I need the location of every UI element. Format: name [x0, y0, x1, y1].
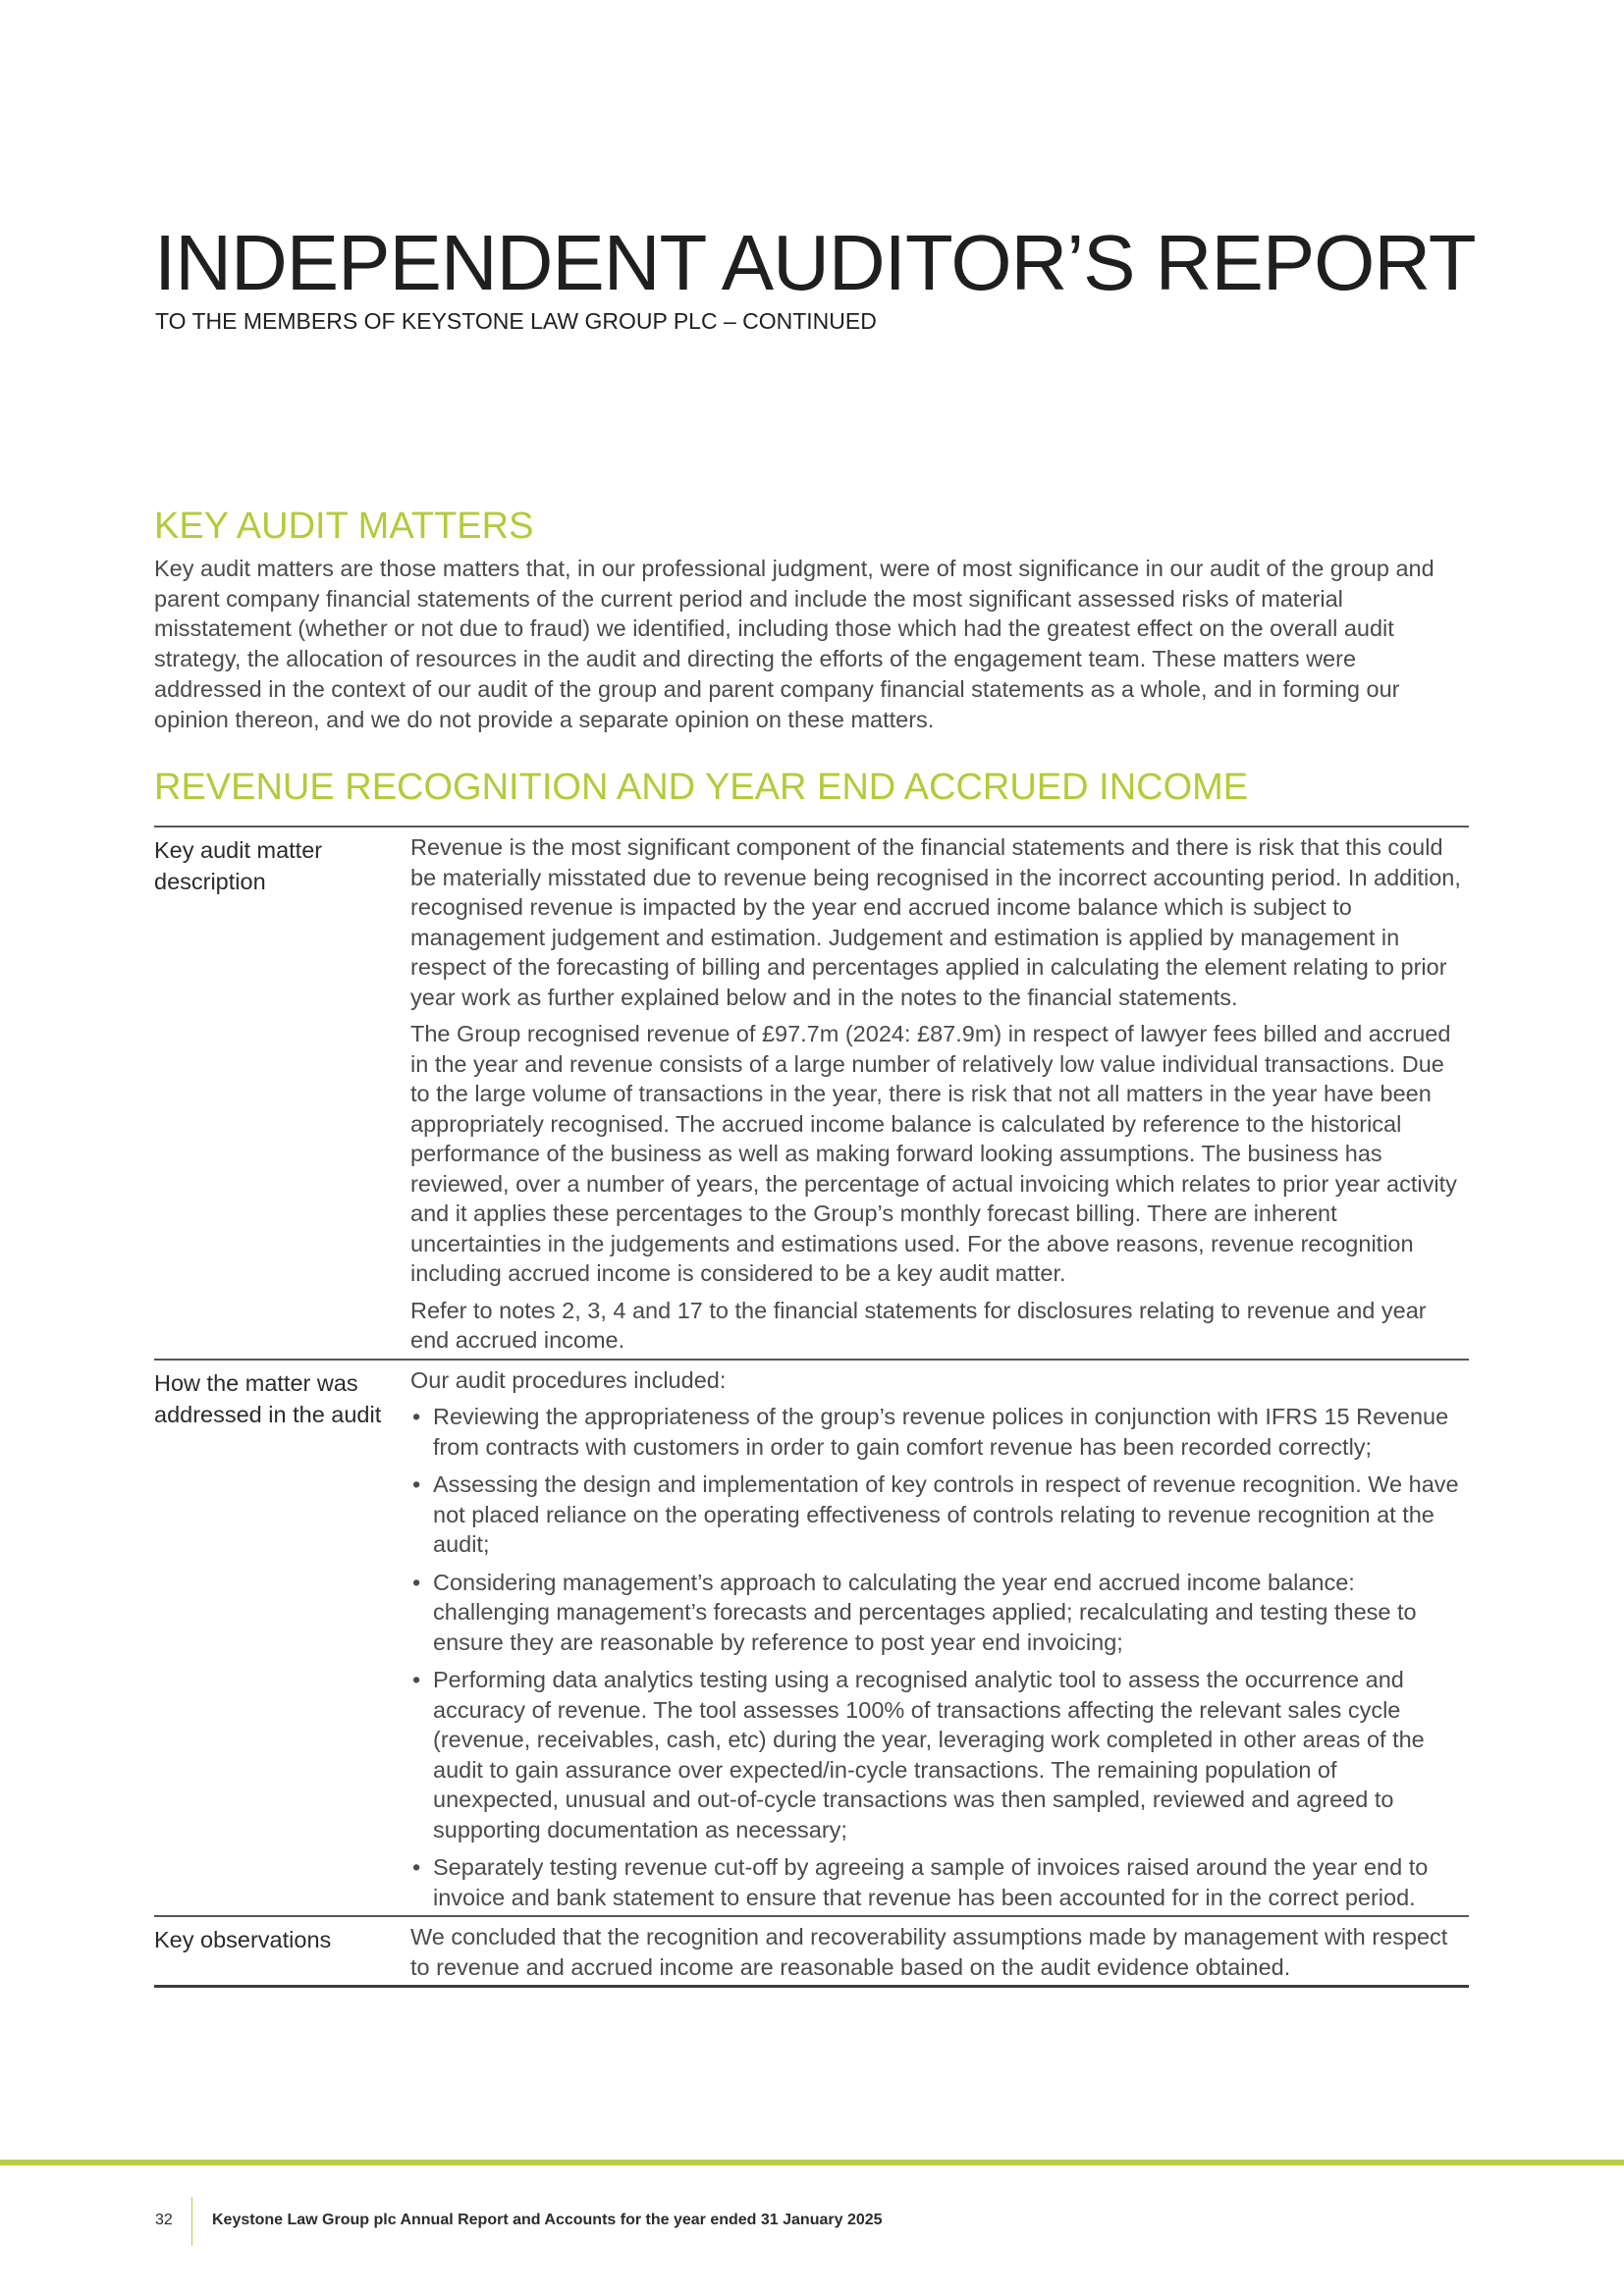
row-content-description [410, 828, 1469, 1359]
key-audit-matters-intro: Key audit matters are those matters that, in our professional judgment, were of most significance in our audit of the group and parent company financial statements of the current period and include the most significant assessed risks of material misstatement (whether or not due to fraud) we identified, including those which had the greatest effect on the overall audit strategy, the allocation of resources in the audit and directing the efforts of the engagement team. These matters were addressed in the context of our audit of the group and parent company financial statements as a whole, and in forming our opinion thereon, and we do not provide a separate opinion on these matters. [154, 556, 1435, 732]
procedures-intro: Our audit procedures included: [410, 1366, 727, 1393]
table-row [154, 828, 1469, 1359]
procedures-list [410, 1402, 1469, 1912]
row-label-how-addressed: How the matter was addressed in the audit [154, 1369, 382, 1427]
list-item: • Considering management’s approach to calculating the year end accrued income balance: challenging management’s forecasts and percentages applied; recalculating and testing these to ensure they are reasonable by reference to post year end invoicing; [410, 1568, 1469, 1658]
table-row [154, 1915, 1469, 1985]
list-item: • Separately testing revenue cut-off by agreeing a sample of invoices raised around the year end to invoice and bank statement to ensure that revenue has been accounted for in the correct period. [410, 1852, 1469, 1912]
row-label-observations: Key observations [154, 1927, 332, 1952]
description-paragraph: Revenue is the most significant component of the financial statements and there is risk that this could be materially misstated due to revenue being recognised in the incorrect accounting period. In addition, recognised revenue is impacted by the year end accrued income balance which is subject to management judgement and estimation. Judgement and estimation is applied by management in respect of the forecasting of billing and percentages applied in calculating the element relating to prior year work as further explained below and in the notes to the financial statements. [410, 834, 1461, 1010]
page-number: 32 [155, 2212, 173, 2228]
list-item: • Performing data analytics testing using a recognised analytic tool to assess the occurrence and accuracy of revenue. The tool assesses 100% of transactions affecting the relevant sales cycle (revenue, receivables, cash, etc) during the year, leveraging work completed in other areas of the audit to gain assurance over expected/in-cycle transactions. The remaining population of unexpected, unusual and out-of-cycle transactions was then sampled, reviewed and agreed to supporting documentation as necessary; [410, 1665, 1469, 1844]
description-paragraph: Refer to notes 2, 3, 4 and 17 to the financial statements for disclosures relating to revenue and year end accrued income. [410, 1297, 1427, 1353]
key-audit-matter-table [154, 826, 1469, 1988]
footer-text: Keystone Law Group plc Annual Report and Accounts for the year ended 31 January 2025 [212, 2212, 883, 2228]
row-content-how-addressed [410, 1361, 1469, 1916]
revenue-recognition-heading: REVENUE RECOGNITION AND YEAR END ACCRUED INCOME [154, 767, 1249, 808]
key-audit-matters-heading: KEY AUDIT MATTERS [154, 506, 534, 547]
row-label-description: Key audit matter description [154, 837, 323, 894]
footer-rule [0, 2160, 1624, 2165]
table-row [154, 1359, 1469, 1916]
list-item: • Assessing the design and implementation of key controls in respect of revenue recognition. We have not placed reliance on the operating effectiveness of controls relating to revenue recognition at the audit; [410, 1469, 1469, 1560]
footer-divider [191, 2197, 192, 2246]
page-subtitle: TO THE MEMBERS OF KEYSTONE LAW GROUP PLC – CONTINUED [155, 308, 877, 334]
description-paragraph: The Group recognised revenue of £97.7m (2024: £87.9m) in respect of lawyer fees billed and accrued in the year and revenue consists of a large number of relatively low value individual transactions. Due to the large volume of transactions in the year, there is risk that not all matters in the year have been appropriately recognised. The accrued income balance is calculated by reference to the historical performance of the business as well as making forward looking assumptions. The business has reviewed, over a number of years, the percentage of actual invoicing which relates to prior year activity and it applies these percentages to the Group’s monthly forecast billing. There are inherent uncertainties in the judgements and estimations used. For the above reasons, revenue recognition including accrued income is considered to be a key audit matter. [410, 1021, 1457, 1286]
list-item: • Reviewing the appropriateness of the group’s revenue polices in conjunction with IFRS 15 Revenue from contracts with customers in order to gain comfort revenue has been recorded correctly; [410, 1402, 1469, 1462]
row-content-observations [410, 1917, 1469, 1985]
observations-paragraph: We concluded that the recognition and recoverability assumptions made by management with respect to revenue and accrued income are reasonable based on the audit evidence obtained. [410, 1924, 1448, 1980]
page-title: INDEPENDENT AUDITOR’S REPORT [154, 219, 1476, 306]
